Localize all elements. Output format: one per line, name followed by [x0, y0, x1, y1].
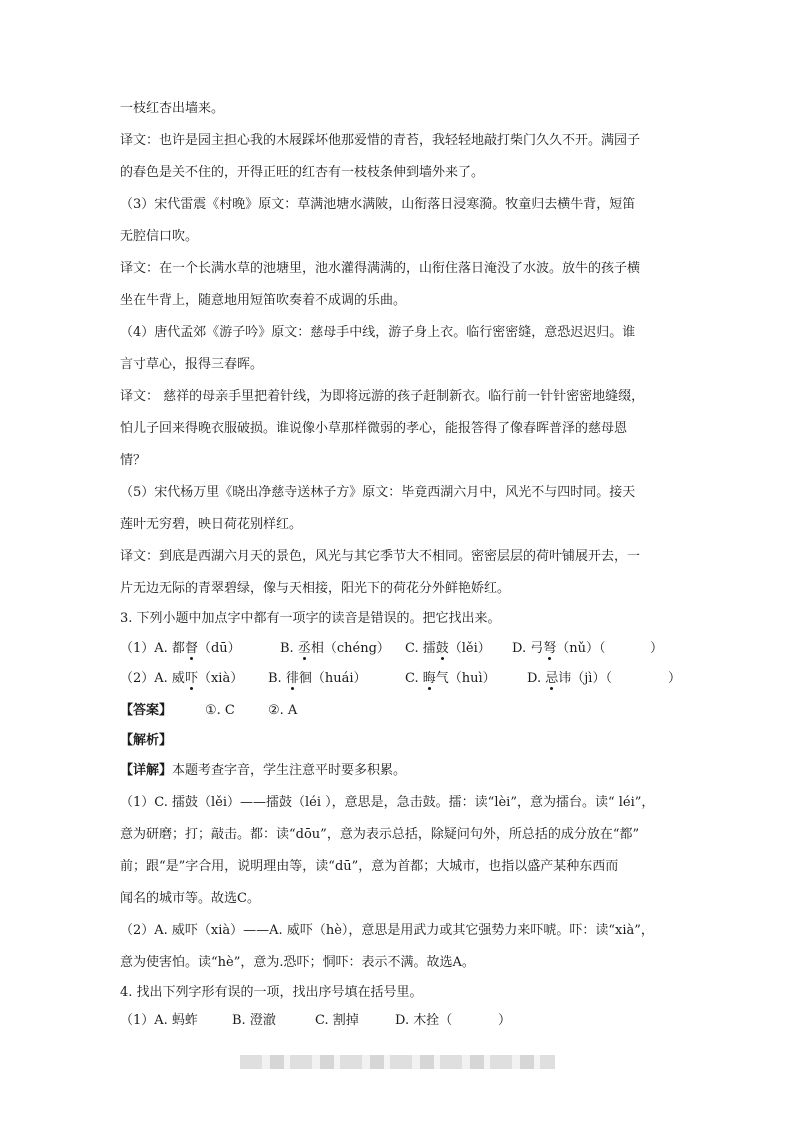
q3-option-1a: （1）A. 都督（dū） — [120, 641, 241, 656]
text-line: 译文：也许是园主担心我的木屐踩坏他那爱惜的青苔，我轻轻地敲打柴门久久不开。满园子 — [120, 133, 641, 148]
q3-option-2d: D. 忌讳（jì）（ — [527, 671, 612, 686]
detail-line: （1）C. 擂鼓（lěi）——擂鼓（léi ），意思是，急击鼓。擂：读“lèi”，意为擂台。读“ léi”， — [120, 795, 655, 810]
detail-line: 意为使害怕。读“hè”，意为.恐吓；恫吓：表示不满。故选A。 — [120, 955, 475, 970]
blurred-footer-watermark — [240, 1055, 555, 1069]
text-line: 莲叶无穷碧，映日荷花别样红。 — [120, 517, 303, 532]
q3-answer-blank-2: ） — [668, 671, 682, 686]
question-3-title: 3. 下列小题中加点字中都有一项字的读音是错误的。把它找出来。 — [120, 611, 501, 626]
question-4-title: 4. 找出下列字形有误的一项，找出序号填在括号里。 — [120, 985, 423, 1000]
text-line: 的春色是关不住的，开得正旺的红杏有一枝枝条伸到墙外来了。 — [120, 165, 485, 180]
q4-option-b: B. 澄澈 — [232, 1013, 276, 1028]
q3-option-1c: C. 擂鼓（lěi） — [405, 641, 491, 656]
q4-option-c: C. 割掉 — [315, 1013, 359, 1028]
text-line: 译文：到底是西湖六月天的景色，风光与其它季节大不相同。密密层层的荷叶铺展开去，一 — [120, 549, 641, 564]
text-line: 坐在牛背上，随意地用短笛吹奏着不成调的乐曲。 — [120, 293, 407, 308]
q4-option-a: （1）A. 蚂蚱 — [120, 1013, 198, 1028]
detail-line: 闻名的城市等。故选C。 — [120, 891, 260, 906]
detail-line: 前；跟“是”字合用，说明理由等，读“dū”，意为首都；大城市，也指以盛产某种东西而 — [120, 859, 619, 874]
q3-option-1d: D. 弓弩（nǔ）（ — [512, 641, 606, 656]
text-line: 情？ — [120, 453, 147, 468]
text-line: 言寸草心，报得三春晖。 — [120, 357, 264, 372]
answer-1: ①. C — [205, 703, 235, 718]
text-line: （3）宋代雷震《村晚》原文：草满池塘水满陂，山衔落日浸寒漪。牧童归去横牛背，短笛 — [120, 197, 636, 212]
detail-label: 【详解】 — [120, 763, 173, 778]
q3-option-2a: （2）A. 威吓（xià） — [120, 671, 244, 686]
detail-line: （2）A. 威吓（xià）——A. 威吓（hè），意思是用武力或其它强势力来吓唬。吓：读“xià”， — [120, 923, 654, 938]
text-line: 无腔信口吹。 — [120, 229, 199, 244]
q3-option-1b: B. 丞相（chéng） — [280, 641, 390, 656]
q3-answer-blank-1: ） — [650, 641, 664, 656]
text-line: 译文：在一个长满水草的池塘里，池水灌得满满的，山衔住落日淹没了水波。放牛的孩子横 — [120, 261, 641, 276]
text-line: （4）唐代孟郊《游子吟》原文：慈母手中线，游子身上衣。临行密密缝，意恐迟迟归。谁 — [120, 325, 636, 340]
q3-option-2b: B. 徘徊（huái） — [268, 671, 367, 686]
text-line: 一枝红杏出墙来。 — [120, 101, 225, 116]
detail-line: 【详解】本题考查字音，学生注意平时要多积累。 — [120, 763, 407, 778]
analysis-label: 【解析】 — [120, 733, 173, 748]
text-line: （5）宋代杨万里《晓出净慈寺送林子方》原文：毕竟西湖六月中，风光不与四时同。接天 — [120, 485, 636, 500]
q4-answer-blank: ） — [498, 1013, 512, 1028]
text-line: 怕儿子回来得晚衣服破损。谁说像小草那样微弱的孝心，能报答得了像春晖普泽的慈母恩 — [120, 421, 628, 436]
text-line: 片无边无际的青翠碧绿，像与天相接，阳光下的荷花分外鲜艳娇红。 — [120, 581, 511, 596]
answer-label: 【答案】 — [120, 703, 173, 718]
detail-line: 意为研磨；打；敲击。都：读“dōu”，意为表示总括，除疑问句外，所总括的成分放在“都” — [120, 827, 640, 842]
q3-option-2c: C. 晦气（huì） — [405, 671, 496, 686]
text-line: 译文： 慈祥的母亲手里把着针线，为即将远游的孩子赶制新衣。临行前一针针密密地缝缀， — [120, 389, 645, 404]
answer-2: ②. A — [268, 703, 298, 718]
q4-option-d: D. 木拴（ — [395, 1013, 453, 1028]
